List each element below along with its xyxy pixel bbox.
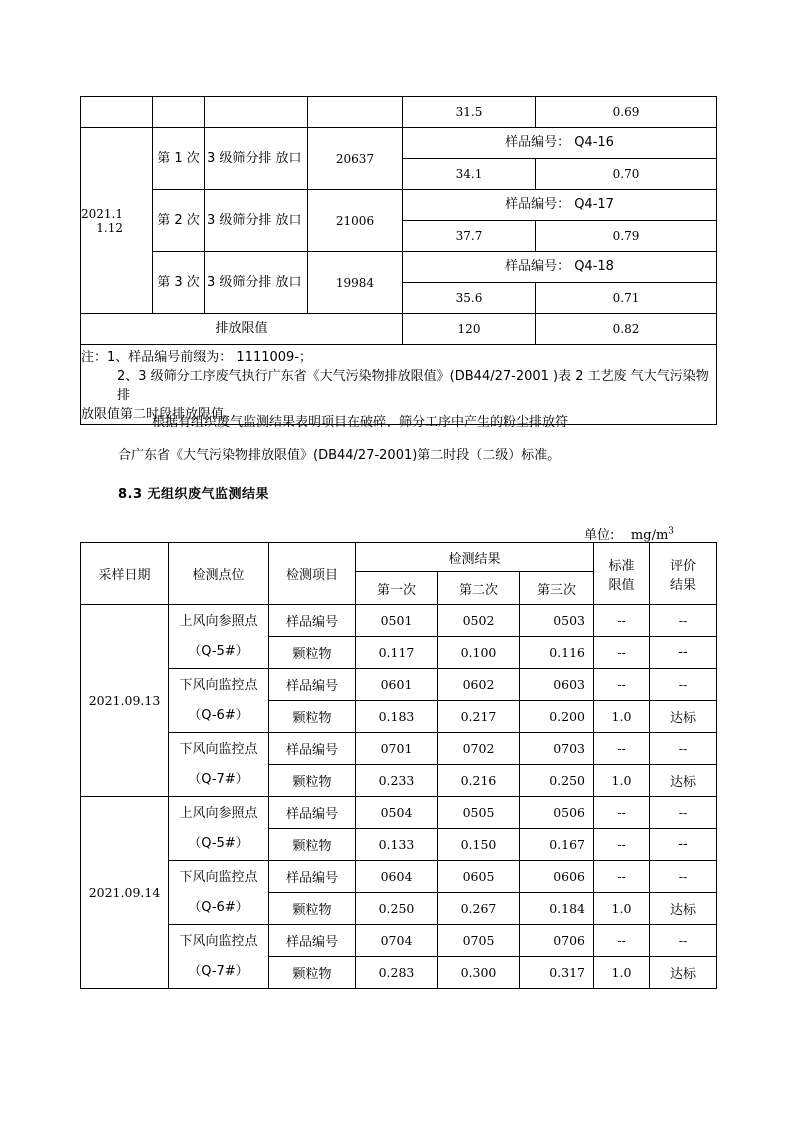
point-code: （Q-6#） <box>188 707 249 723</box>
table-row <box>81 861 717 893</box>
evaluation: -- <box>650 925 717 957</box>
note-line: 注：1、样品编号前缀为： 1111009-； <box>81 350 312 365</box>
sample-id: 0504 <box>356 797 438 829</box>
sample-id: 0502 <box>438 605 520 637</box>
table-row <box>81 797 717 829</box>
point-name: 下风向监控点 <box>179 869 258 885</box>
result-value: 0.217 <box>438 701 520 733</box>
result-value: 0.267 <box>438 893 520 925</box>
limit-rate: 0.82 <box>536 314 717 345</box>
result-value: 0.250 <box>520 765 594 797</box>
standard-value: -- <box>594 925 650 957</box>
standard-value: -- <box>594 605 650 637</box>
evaluation: 达标 <box>650 701 717 733</box>
sample-id: 0501 <box>356 605 438 637</box>
header-result: 检测结果 <box>356 543 594 572</box>
header-date: 采样日期 <box>81 543 169 605</box>
point-code: （Q-5#） <box>188 835 249 851</box>
fugitive-emission-table <box>80 542 717 989</box>
sample-id: 样品编号： Q4-18 <box>403 252 717 283</box>
header-third: 第三次 <box>520 572 594 605</box>
sampling-date: 2021.09.14 <box>81 797 169 989</box>
evaluation: -- <box>650 669 717 701</box>
sample-label: 样品编号 <box>269 733 356 765</box>
flow-value: 21006 <box>308 190 403 252</box>
monitoring-point <box>169 797 269 861</box>
table-row <box>81 669 717 701</box>
evaluation: -- <box>650 829 717 861</box>
concentration-value: 34.1 <box>403 159 536 190</box>
standard-value: 1.0 <box>594 765 650 797</box>
result-value: 0.116 <box>520 637 594 669</box>
param-label: 颗粒物 <box>269 701 356 733</box>
sample-id: 0704 <box>356 925 438 957</box>
evaluation: -- <box>650 605 717 637</box>
concentration-value: 31.5 <box>403 97 536 128</box>
conclusion-paragraph-line: 根据有组织废气监测结果表明项目在破碎、筛分工序中产生的粉尘排放符 <box>152 415 569 430</box>
sampling-point: 3 级筛分排 放口 <box>205 190 308 252</box>
header-standard: 标准 限值 <box>594 543 650 605</box>
table-row <box>81 314 717 345</box>
conclusion-paragraph-line: 合广东省《大气污染物排放限值》(DB44/27-2001)第二时段（二级）标准。 <box>118 448 561 463</box>
monitoring-point <box>169 733 269 797</box>
flow-value: 19984 <box>308 252 403 314</box>
sample-label: 样品编号 <box>269 669 356 701</box>
param-label: 颗粒物 <box>269 637 356 669</box>
standard-value: -- <box>594 861 650 893</box>
sample-label: 样品编号 <box>269 861 356 893</box>
sample-id: 0604 <box>356 861 438 893</box>
header-first: 第一次 <box>356 572 438 605</box>
section-heading: 8.3 无组织废气监测结果 <box>118 487 270 502</box>
sample-id: 0701 <box>356 733 438 765</box>
result-value: 0.283 <box>356 957 438 989</box>
sample-id: 0601 <box>356 669 438 701</box>
table-row <box>81 925 717 957</box>
header-point: 检测点位 <box>169 543 269 605</box>
monitoring-point <box>169 861 269 925</box>
evaluation: 达标 <box>650 765 717 797</box>
param-label: 颗粒物 <box>269 765 356 797</box>
note-line: 放限值第二时段排放限值。 <box>81 407 238 422</box>
result-value: 0.200 <box>520 701 594 733</box>
sample-id: 样品编号： Q4-17 <box>403 190 717 221</box>
sample-id: 0706 <box>520 925 594 957</box>
sample-id: 0602 <box>438 669 520 701</box>
round-label: 第 1 次 <box>153 128 205 190</box>
organized-emission-table <box>80 96 717 425</box>
param-label: 颗粒物 <box>269 957 356 989</box>
evaluation: -- <box>650 637 717 669</box>
standard-value: -- <box>594 797 650 829</box>
unit-label: 单位: $mg/m^3$ <box>584 526 675 543</box>
limit-label: 排放限值 <box>81 314 403 345</box>
result-value: 0.233 <box>356 765 438 797</box>
standard-value: 1.0 <box>594 893 650 925</box>
sampling-date: 2021.11.12 <box>81 128 153 314</box>
result-value: 0.117 <box>356 637 438 669</box>
point-name: 上风向参照点 <box>179 805 258 821</box>
sample-label: 样品编号 <box>269 797 356 829</box>
sample-id: 0503 <box>520 605 594 637</box>
monitoring-point <box>169 605 269 669</box>
table-header-row <box>81 543 717 572</box>
standard-value: 1.0 <box>594 701 650 733</box>
evaluation: -- <box>650 733 717 765</box>
standard-value: -- <box>594 669 650 701</box>
point-name: 上风向参照点 <box>179 613 258 629</box>
point-name: 下风向监控点 <box>179 741 258 757</box>
result-value: 0.133 <box>356 829 438 861</box>
sample-id: 0606 <box>520 861 594 893</box>
sample-id: 0702 <box>438 733 520 765</box>
result-value: 0.150 <box>438 829 520 861</box>
sample-label: 样品编号 <box>269 605 356 637</box>
table-row <box>81 733 717 765</box>
table-row <box>81 128 717 159</box>
rate-value: 0.69 <box>536 97 717 128</box>
point-code: （Q-7#） <box>188 963 249 979</box>
evaluation: 达标 <box>650 893 717 925</box>
sample-id: 0506 <box>520 797 594 829</box>
point-name: 下风向监控点 <box>179 933 258 949</box>
evaluation: -- <box>650 797 717 829</box>
header-item: 检测项目 <box>269 543 356 605</box>
rate-value: 0.79 <box>536 221 717 252</box>
point-code: （Q-7#） <box>188 771 249 787</box>
sample-id: 0603 <box>520 669 594 701</box>
param-label: 颗粒物 <box>269 829 356 861</box>
sample-label: 样品编号 <box>269 925 356 957</box>
sample-id: 样品编号： Q4-16 <box>403 128 717 159</box>
result-value: 0.183 <box>356 701 438 733</box>
point-code: （Q-6#） <box>188 899 249 915</box>
header-second: 第二次 <box>438 572 520 605</box>
result-value: 0.184 <box>520 893 594 925</box>
standard-value: 1.0 <box>594 957 650 989</box>
sample-id: 0605 <box>438 861 520 893</box>
sample-id: 0705 <box>438 925 520 957</box>
monitoring-point <box>169 669 269 733</box>
concentration-value: 35.6 <box>403 283 536 314</box>
sample-id: 0505 <box>438 797 520 829</box>
concentration-value: 37.7 <box>403 221 536 252</box>
sampling-point: 3 级筛分排 放口 <box>205 252 308 314</box>
table-row <box>81 605 717 637</box>
result-value: 0.250 <box>356 893 438 925</box>
standard-value: -- <box>594 829 650 861</box>
result-value: 0.100 <box>438 637 520 669</box>
evaluation: -- <box>650 861 717 893</box>
param-label: 颗粒物 <box>269 893 356 925</box>
table-row <box>81 97 717 128</box>
result-value: 0.300 <box>438 957 520 989</box>
point-code: （Q-5#） <box>188 643 249 659</box>
standard-value: -- <box>594 637 650 669</box>
rate-value: 0.71 <box>536 283 717 314</box>
result-value: 0.216 <box>438 765 520 797</box>
evaluation: 达标 <box>650 957 717 989</box>
table-row <box>81 252 717 283</box>
header-evaluation: 评价 结果 <box>650 543 717 605</box>
point-name: 下风向监控点 <box>179 677 258 693</box>
rate-value: 0.70 <box>536 159 717 190</box>
limit-concentration: 120 <box>403 314 536 345</box>
result-value: 0.167 <box>520 829 594 861</box>
sampling-date: 2021.09.13 <box>81 605 169 797</box>
sample-id: 0703 <box>520 733 594 765</box>
note-line: 2、3 级筛分工序废气执行广东省《大气污染物排放限值》(DB44/27-2001 )表 2 工艺废 气大气污染物排 <box>117 369 709 403</box>
flow-value: 20637 <box>308 128 403 190</box>
monitoring-point <box>169 925 269 989</box>
standard-value: -- <box>594 733 650 765</box>
round-label: 第 2 次 <box>153 190 205 252</box>
table-row <box>81 190 717 221</box>
result-value: 0.317 <box>520 957 594 989</box>
sampling-point: 3 级筛分排 放口 <box>205 128 308 190</box>
round-label: 第 3 次 <box>153 252 205 314</box>
